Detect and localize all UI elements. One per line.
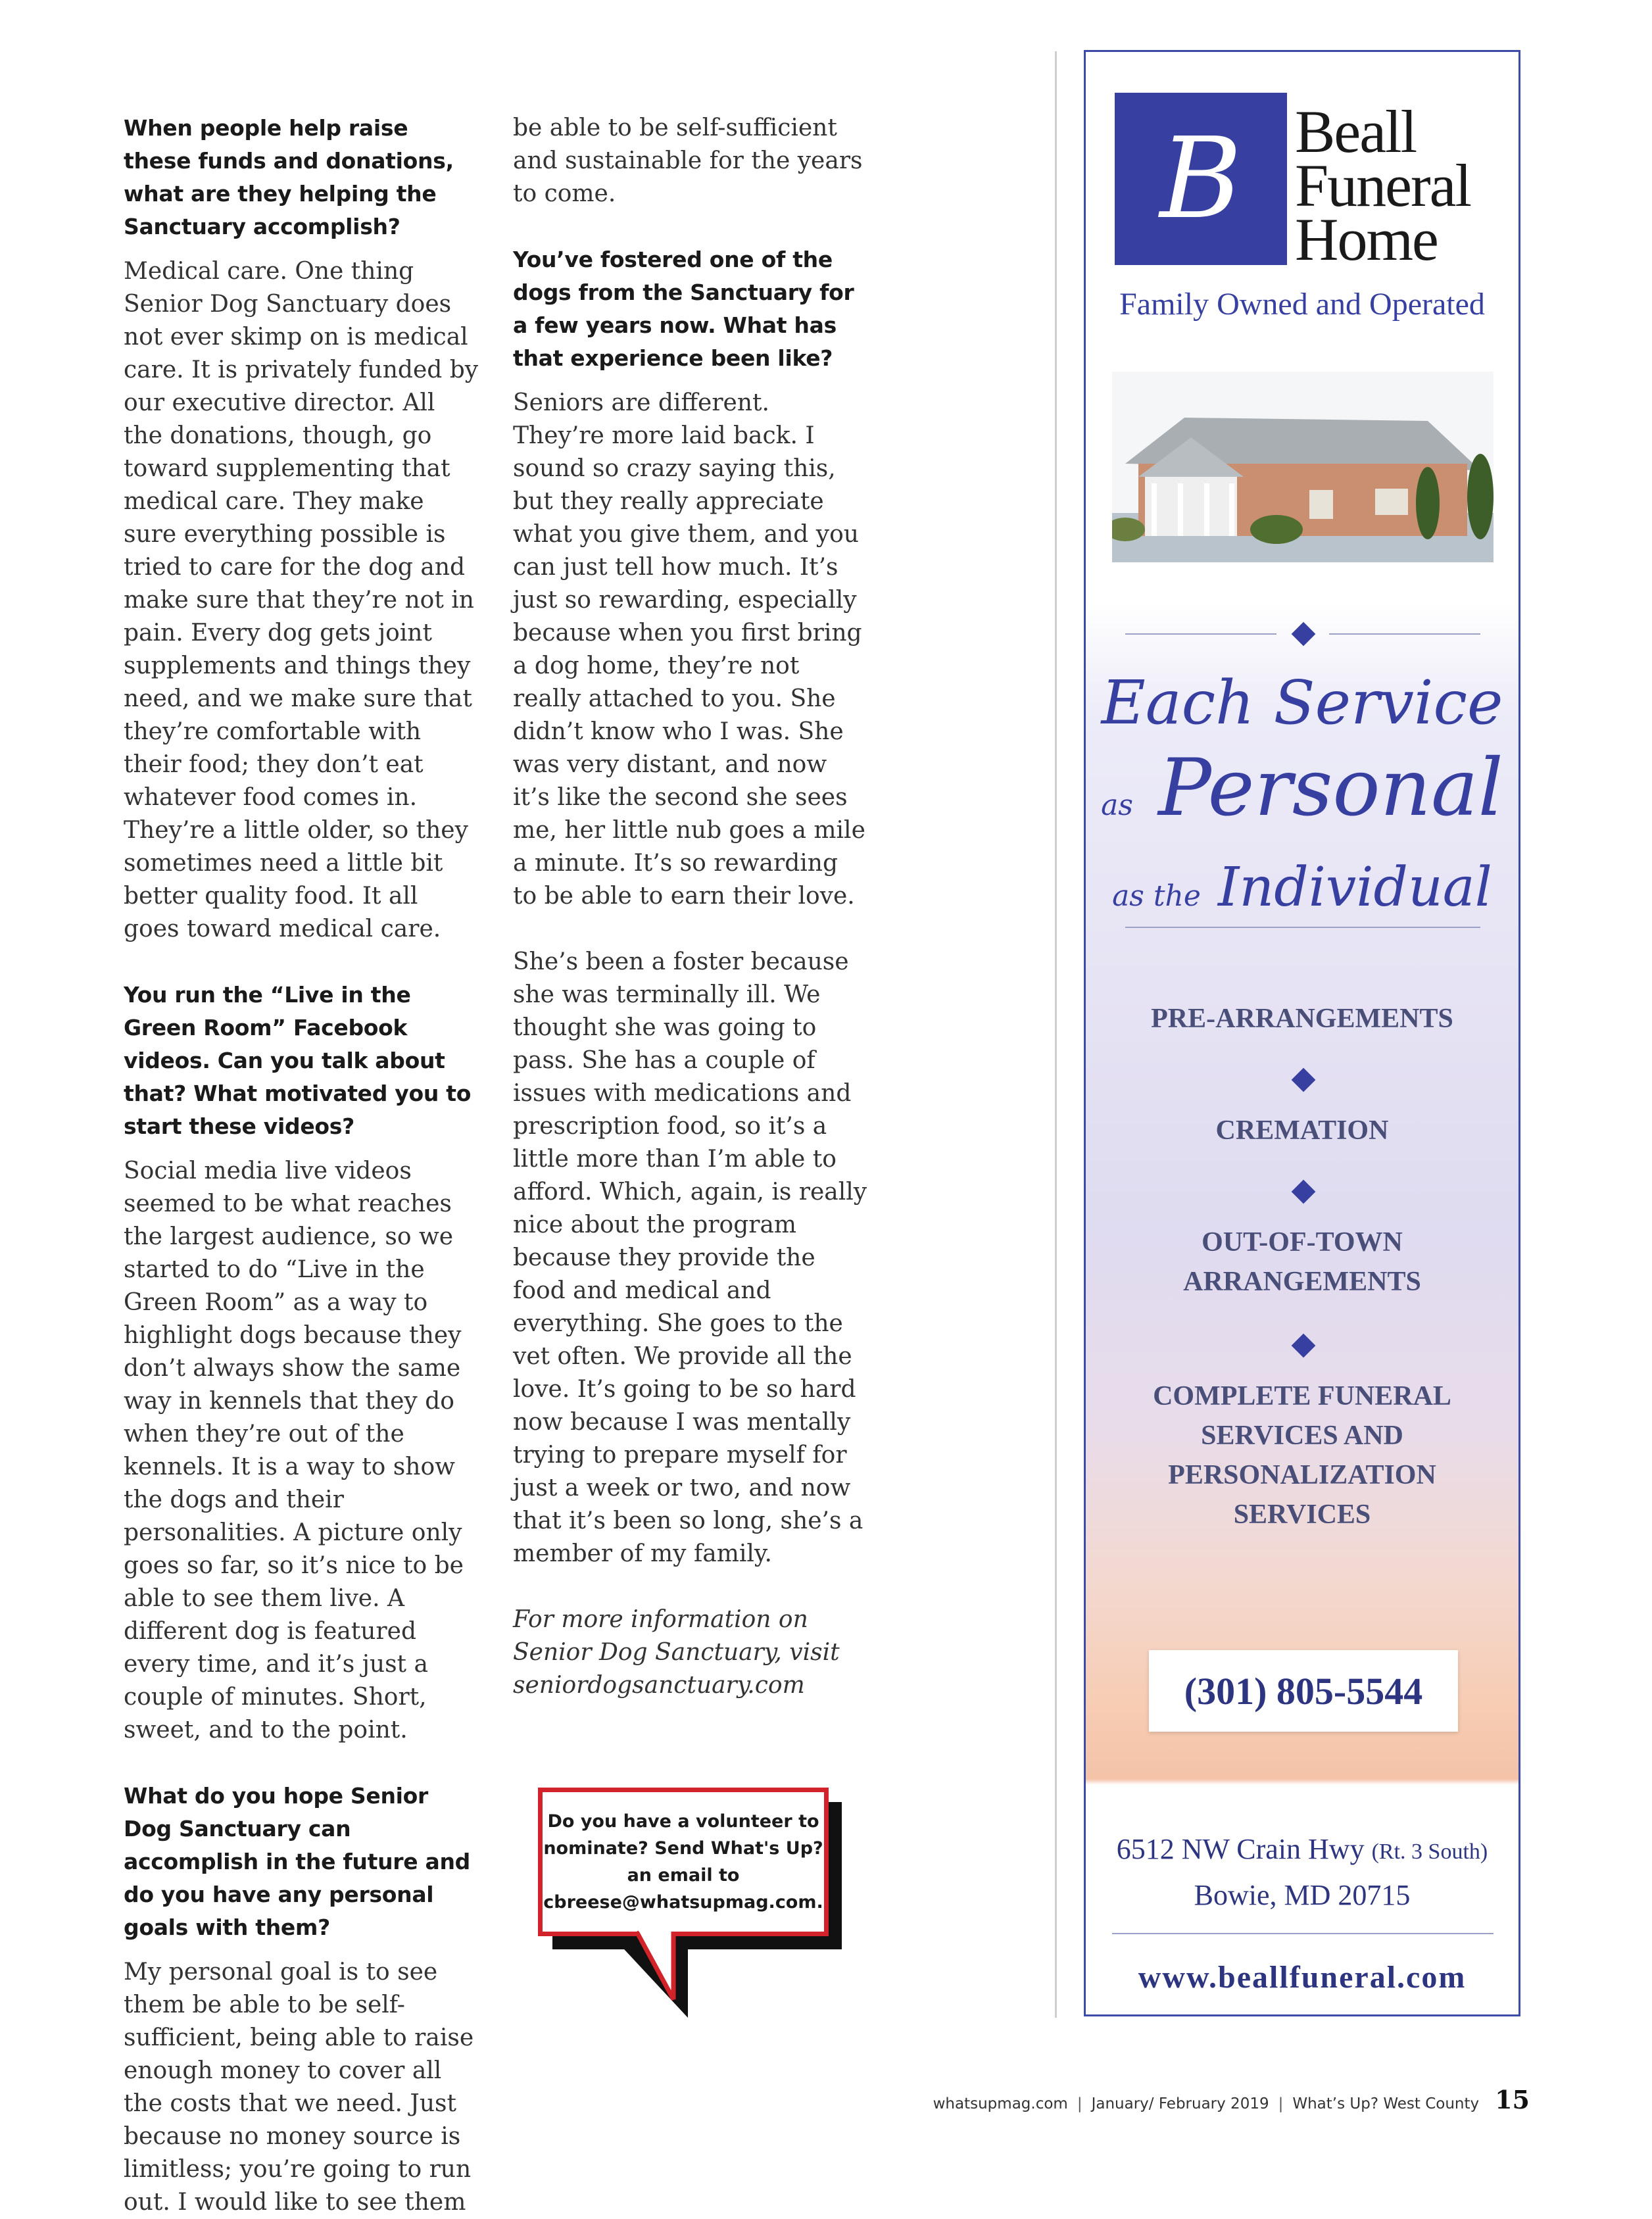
service-item: CREMATION [1215,1115,1389,1146]
page-number: 15 [1495,2085,1530,2114]
footer-site[interactable]: whatsupmag.com [933,2095,1068,2112]
page-footer [933,2085,1530,2114]
slogan-as-the: as the [1112,879,1201,913]
callout-text: Do you have a volunteer to nominate? Send What's Up? an email to cbreese@whatsupmag.com. [543,1811,823,1913]
logo-monogram: B [1159,114,1242,244]
question-heading: You’ve fostered one of the dogs from the Sanctuary for a few years now. What has that experience been like? [513,247,854,371]
answer-paragraph: Social media live videos seemed to be what reaches the largest audience, so we started to do “Live in the Green Room” as a way to highlight dogs because they don’t always show the same way in kennels that they do when they’re out of the kennels. It is a way to show the dogs and their personalities. A picture only goes so far, so it’s nice to be able to see them live. A different dog is featured every time, and it’s just a couple of minutes. Short, sweet, and to the point. [124,1158,464,1744]
question-heading: When people help raise these funds and donations, what are they helping the Sanctuary accomplish? [124,115,454,239]
article-column-1 [124,112,479,2219]
address-city: Bowie, MD 20715 [1194,1879,1411,1911]
brand-name [1295,98,1512,273]
beall-funeral-ad[interactable] [1084,50,1520,2016]
article-column-2 [513,112,868,1702]
answer-paragraph: Medical care. One thing Senior Dog Sanctuary does not ever skimp on is medical care. It is privately funded by our executive director. All the donations, though, go toward supplementing that medical care. They make sure everything possible is tried to care for the dog and make sure that they’re not in pain. Every dog gets joint supplements and things they need, and we make sure that they’re comfortable with their food; they don’t eat whatever food comes in. They’re a little older, so they sometimes need a little bit better quality food. It all goes toward medical care. [124,258,479,942]
funeral-home-photo [1112,372,1494,562]
tagline: Family Owned and Operated [1119,287,1485,322]
ad-divider-line [1329,633,1480,635]
slogan-as: as [1101,789,1133,822]
ad-divider-line [1125,633,1276,635]
diamond-icon [1292,622,1316,646]
volunteer-callout [538,1788,827,1935]
address-street: 6512 NW Crain Hwy [1116,1833,1365,1865]
slogan-individual: Individual [1218,856,1492,919]
slogan-line-2 [1086,743,1518,852]
footer-separator: | [1278,2095,1284,2112]
answer-paragraph: My personal goal is to see them be able to be self-sufficient, being able to raise enough money to cover all the costs that we need. Just because no money source is limitless; you’re going to run out. I would like to see them [124,1959,474,2216]
ad-divider-line [1125,927,1480,928]
website-link[interactable]: www.beallfuneral.com [1138,1960,1467,1995]
service-item: OUT-OF-TOWN ARRANGEMENTS [1183,1227,1421,1297]
service-item: COMPLETE FUNERAL SERVICES AND PERSONALIZATION SERVICES [1153,1381,1451,1530]
brand-line: Funeral [1295,152,1471,219]
service-item: PRE-ARRANGEMENTS [1151,1004,1453,1034]
slogan-line-3 [1086,852,1518,933]
column-divider [1055,51,1057,2018]
brand-line: Beall [1295,98,1417,165]
footer-issue: January/ February 2019 [1091,2095,1269,2112]
more-info-text: For more information on Senior Dog Sanctuary, visit seniordogsanctuary.com [513,1606,840,1699]
question-heading: What do you hope Senior Dog Sanctuary can accomplish in the future and do you have any personal goals with them? [124,1783,470,1940]
diamond-icon [1292,1068,1316,1092]
slogan-line-1: Each Service [1101,668,1503,738]
phone-number[interactable]: (301) 805-5544 [1149,1650,1458,1732]
answer-paragraph: Seniors are different. They’re more laid back. I sound so crazy saying this, but they really appreciate what you give them, and you can just tell how much. It’s just so rewarding, especially because when you first bring a dog home, they’re not really attached to you. She didn’t know who I was. She was very distant, and now it’s like the second she sees me, her little nub goes a mile a minute. It’s so rewarding to be able to earn their love. [513,389,865,910]
address [1086,1828,1518,1917]
diamond-icon [1292,1334,1316,1358]
slogan [1086,664,1518,933]
brand-line: Home [1295,206,1438,273]
answer-paragraph: She’s been a foster because she was terminally ill. We thought she was going to pass. She has a couple of issues with medications and prescription food, so it’s a little more than I’m able to afford. Which, again, is really nice about the program because they provide the food and medical and everything. She goes to the vet often. We provide all the love. It’s going to be so hard now because I was mentally trying to prepare myself for just a week or two, and now that it’s been so long, she’s a member of my family. [513,948,867,1567]
ad-divider-line [1112,1933,1494,1934]
address-route: (Rt. 3 South) [1371,1840,1488,1864]
question-heading: You run the “Live in the Green Room” Facebook videos. Can you talk about that? What motivated you to start these videos? [124,982,472,1139]
answer-paragraph: be able to be self-sufficient and sustainable for the years to come. [513,114,863,207]
footer-separator: | [1077,2095,1082,2112]
footer-publication: What’s Up? West County [1292,2095,1480,2112]
logo [1115,93,1287,265]
slogan-personal: Personal [1158,743,1503,834]
speech-tail-outline [538,1788,854,2011]
diamond-icon [1292,1180,1316,1204]
